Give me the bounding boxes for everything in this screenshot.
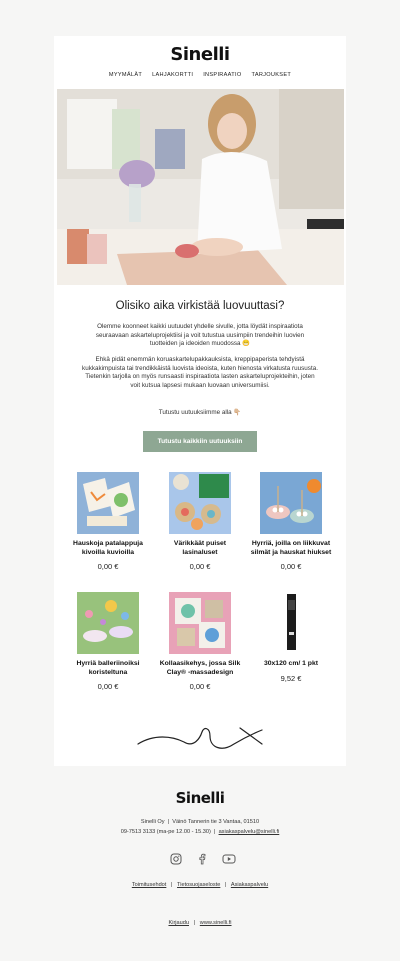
see-all-new-button[interactable]: Tutustu kaikkiin uutuuksiin bbox=[143, 431, 257, 452]
nav-item-inspiration[interactable]: INSPIRAATIO bbox=[203, 72, 242, 78]
email-card bbox=[54, 36, 346, 766]
company-phone: 09-7513 3133 (ma-pe 12.00 - 15.30) bbox=[120, 829, 211, 835]
product-name[interactable]: Kollaasikehys, jossa Silk Clay® -massadesign bbox=[159, 660, 241, 676]
footer-links bbox=[0, 882, 400, 888]
separator: | bbox=[193, 920, 196, 926]
product-image[interactable] bbox=[260, 592, 322, 654]
product-name[interactable]: Hauskoja patalappuja kivoilla kuvioilla bbox=[73, 540, 143, 556]
product-card[interactable] bbox=[157, 592, 243, 691]
intro-paragraph-3: Tutustu uutuuksiimme alla 👇🏼 bbox=[158, 409, 242, 416]
instagram-icon[interactable] bbox=[170, 853, 182, 865]
email-link[interactable]: asiakaspalvelu@sinelli.fi bbox=[218, 829, 280, 835]
nav-item-offers[interactable]: TARJOUKSET bbox=[251, 72, 292, 78]
footer-logo[interactable]: Sinelli bbox=[175, 789, 225, 807]
footer-bottom-links bbox=[0, 920, 400, 926]
separator: | bbox=[214, 829, 216, 835]
product-image[interactable] bbox=[169, 472, 231, 534]
product-price: 0,00 € bbox=[97, 562, 119, 571]
product-card[interactable] bbox=[65, 472, 151, 571]
youtube-icon[interactable] bbox=[222, 853, 236, 865]
product-name[interactable]: Hyrriä balleriinoiksi koristeltuna bbox=[76, 660, 140, 676]
social-icons bbox=[170, 853, 236, 865]
nav-item-stores[interactable]: MYYMÄLÄT bbox=[108, 72, 143, 78]
product-image[interactable] bbox=[77, 472, 139, 534]
terms-link[interactable]: Toimitusehdot bbox=[131, 882, 167, 888]
product-card[interactable] bbox=[248, 472, 334, 571]
separator: | bbox=[225, 882, 227, 888]
intro-heading: Olisiko aika virkistää luovuuttasi? bbox=[115, 300, 285, 312]
product-price: 0,00 € bbox=[280, 562, 302, 571]
product-name[interactable]: Värikkäät puiset lasinaluset bbox=[173, 540, 227, 556]
product-image[interactable] bbox=[260, 472, 322, 534]
website-link[interactable]: www.sinelli.fi bbox=[199, 920, 232, 926]
intro-paragraph-2: Ehkä pidät enemmän koruaskartelupakkauksista, kreppipaperista tehdyistä kukkakimpuista tai trendikkäistä luovista ideoista, kuten hienosta virkatusta ruususta. Tietenkin tarjolla on myös runsaasti inspiraatiota lasten askarteluprojekteihin, joten voit kutsua lapsesi mukaan luovaan universumiisi. bbox=[82, 356, 318, 389]
product-card[interactable] bbox=[65, 592, 151, 691]
footer-contact-line bbox=[0, 829, 400, 835]
product-price: 0,00 € bbox=[189, 682, 211, 691]
separator: | bbox=[167, 819, 170, 825]
separator: | bbox=[171, 882, 173, 888]
facebook-icon[interactable] bbox=[196, 853, 208, 865]
intro-paragraph-1: Olemme koonneet kaikki uutuudet yhdelle sivulle, jotta löydät inspiraatiota seuraavaan askarteluprojektiisi ja voit tutustua uusimpiin trendeihin luovien tuotteiden ja ideoiden muodossa 😁 bbox=[95, 323, 305, 347]
product-name[interactable]: Hyrriä, joilla on liikkuvat silmät ja hauskat hiukset bbox=[250, 540, 332, 556]
product-image[interactable] bbox=[77, 592, 139, 654]
product-price: 0,00 € bbox=[97, 682, 119, 691]
product-card[interactable] bbox=[157, 472, 243, 571]
product-image[interactable] bbox=[169, 592, 231, 654]
privacy-link[interactable]: Tietosuojaseloste bbox=[177, 882, 221, 888]
hero-image[interactable] bbox=[57, 89, 344, 285]
product-price: 0,00 € bbox=[189, 562, 211, 571]
company-name: Sinelli Oy bbox=[140, 819, 165, 825]
login-link[interactable]: Kirjaudu bbox=[168, 920, 189, 926]
brand-logo[interactable]: Sinelli bbox=[170, 44, 230, 65]
customer-service-link[interactable]: Asiakaspalvelu bbox=[230, 882, 269, 888]
top-nav bbox=[54, 72, 346, 78]
product-card[interactable] bbox=[248, 592, 334, 683]
company-address: Väinö Tannerin tie 3 Vantaa, 01510 bbox=[172, 819, 260, 825]
footer-address-line bbox=[0, 819, 400, 825]
scribble-divider bbox=[136, 724, 266, 759]
product-name[interactable]: 30x120 cm/ 1 pkt bbox=[263, 660, 319, 667]
nav-item-giftcard[interactable]: LAHJAKORTTI bbox=[152, 72, 194, 78]
product-price: 9,52 € bbox=[280, 673, 302, 683]
